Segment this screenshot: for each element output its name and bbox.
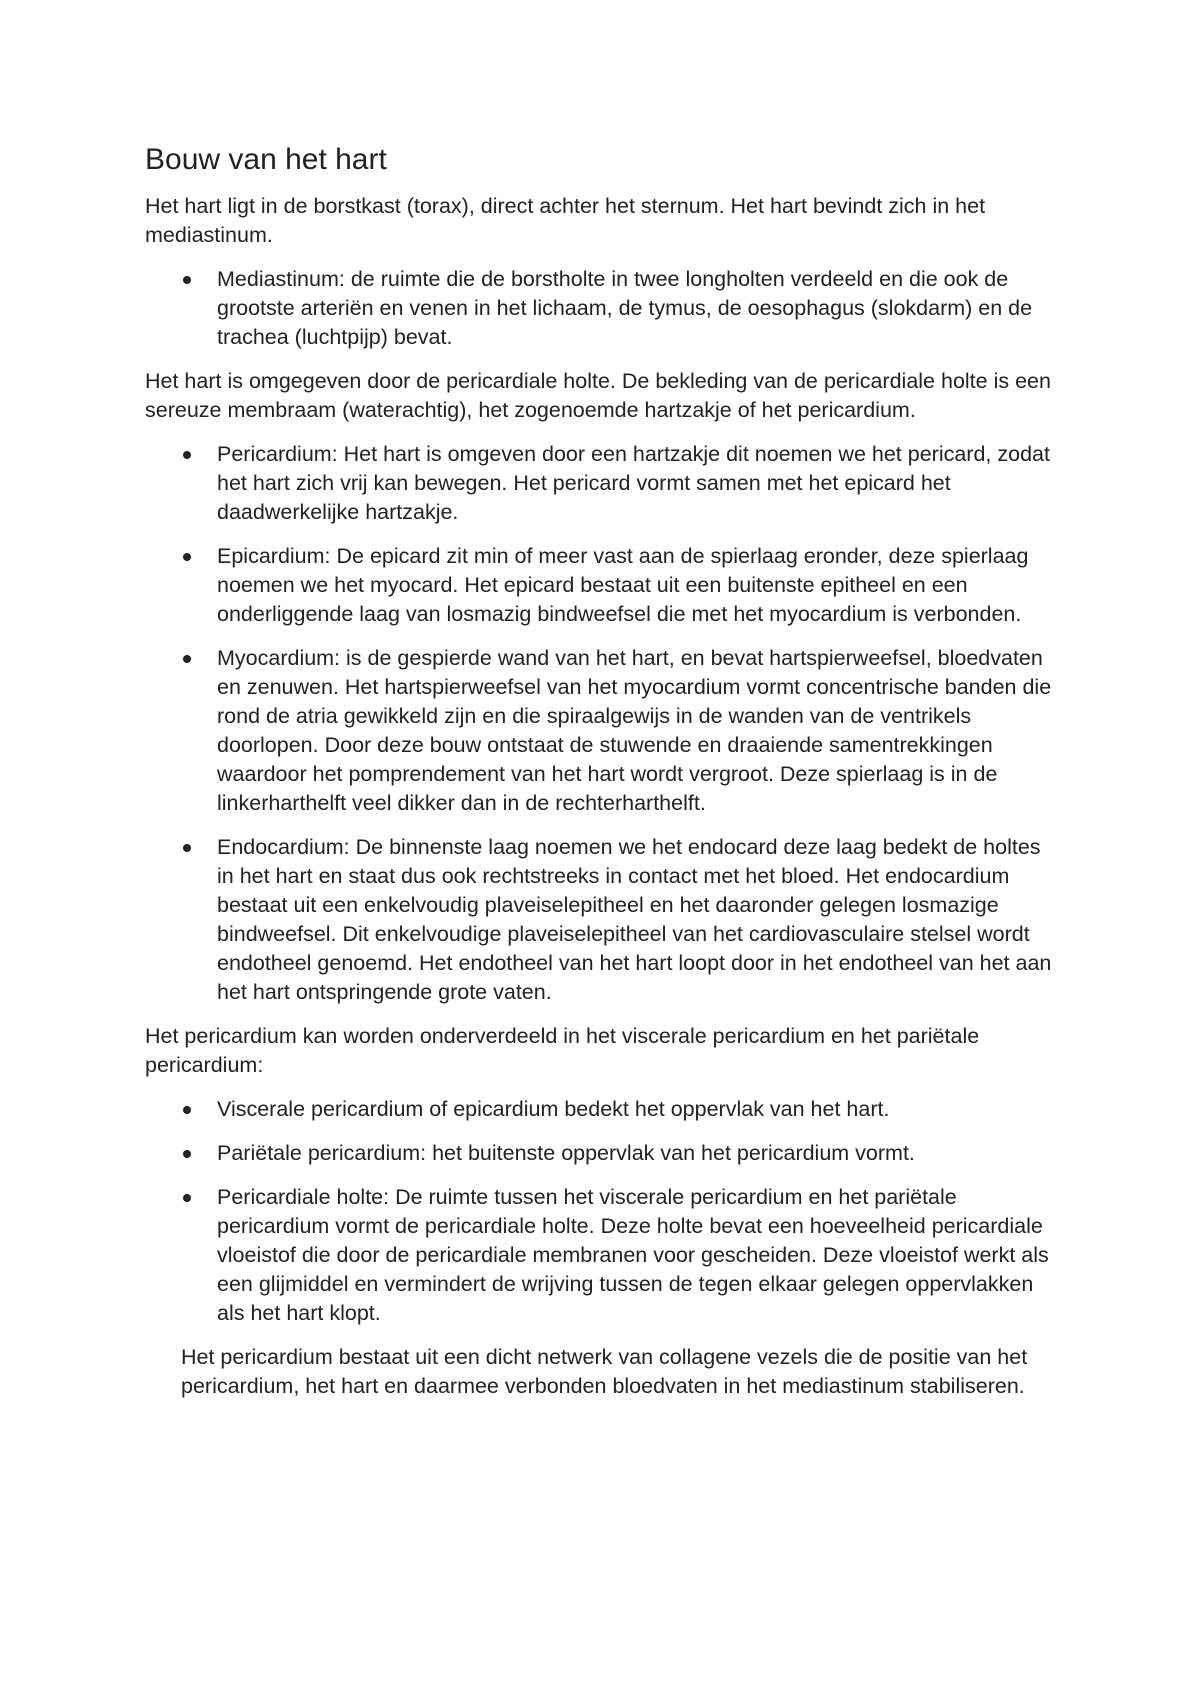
list-item-text: Endocardium: De binnenste laag noemen we het endocard deze laag bedekt de holtes in het hart en staat dus ook rechtstreeks in contact met het bloed. Het endocardium bestaat uit een enkelvoudig plaveiselepitheel en het daaronder gelegen losmazige bindweefsel. Dit enkelvoudige plaveiselepitheel van het cardiovasculaire stelsel wordt endotheel genoemd. Het endotheel van het hart loopt door in het endotheel van het aan het hart ontspringende grote vaten. (217, 835, 1052, 1004)
bullet-icon (183, 1194, 191, 1202)
list-item (145, 833, 1060, 1007)
list-item (145, 1183, 1060, 1328)
document-page (145, 140, 1060, 1416)
pericardium-structure-paragraph: Het pericardium bestaat uit een dicht netwerk van collagene vezels die de positie van het pericardium, het hart en daarmee verbonden bloedvaten in het mediastinum stabiliseren. (181, 1345, 1028, 1398)
bullet-icon (183, 655, 191, 663)
list-item (145, 1095, 1060, 1124)
list-item-text: Pericardiale holte: De ruimte tussen het viscerale pericardium en het pariëtale pericardium vormt de pericardiale holte. Deze holte bevat een hoeveelheid pericardiale vloeistof die door de pericardiale membranen voor gescheiden. Deze vloeistof werkt als een glijmiddel en vermindert de wrijving tussen de tegen elkaar gelegen oppervlakken als het hart klopt. (217, 1185, 1049, 1325)
pericardial-cavity-paragraph: Het hart is omgegeven door de pericardiale holte. De bekleding van de pericardiale holte is een sereuze membraam (waterachtig), het zogenoemde hartzakje of het pericardium. (145, 369, 1051, 422)
bullet-icon (183, 451, 191, 459)
list-item-text: Epicardium: De epicard zit min of meer vast aan de spierlaag eronder, deze spierlaag noemen we het myocard. Het epicard bestaat uit een buitenste epitheel en een onderliggende laag van losmazig bindweefsel die met het myocardium is verbonden. (217, 544, 1029, 626)
bullet-icon (183, 276, 191, 284)
list-item-text: Myocardium: is de gespierde wand van het hart, en bevat hartspierweefsel, bloedvaten en zenuwen. Het hartspierweefsel van het myocardium vormt concentrische banden die rond de atria gewikkeld zijn en die spiraalgewijs in de wanden van de ventrikels doorlopen. Door deze bouw ontstaat de stuwende en draaiende samentrekkingen waardoor het pomprendement van het hart wordt vergroot. Deze spierlaag is in de linkerharthelft veel dikker dan in de rechterharthelft. (217, 646, 1052, 815)
list-item (145, 644, 1060, 818)
mediastinum-list (145, 265, 1060, 352)
list-item (145, 440, 1060, 527)
document-title: Bouw van het hart (145, 143, 387, 176)
list-item-text: Pariëtale pericardium: het buitenste oppervlak van het pericardium vormt. (217, 1141, 915, 1165)
list-item-text: Pericardium: Het hart is omgeven door een hartzakje dit noemen we het pericard, zodat het hart zich vrij kan bewegen. Het pericard vormt samen met het epicard het daadwerkelijke hartzakje. (217, 442, 1050, 524)
bullet-icon (183, 1150, 191, 1158)
bullet-icon (183, 844, 191, 852)
heart-layers-list (145, 440, 1060, 1007)
list-item (145, 265, 1060, 352)
pericardium-division-paragraph: Het pericardium kan worden onderverdeeld in het viscerale pericardium en het pariëtale pericardium: (145, 1024, 980, 1077)
bullet-icon (183, 553, 191, 561)
list-item-text: Viscerale pericardium of epicardium bedekt het oppervlak van het hart. (217, 1097, 890, 1121)
intro-paragraph: Het hart ligt in de borstkast (torax), direct achter het sternum. Het hart bevindt zich in het mediastinum. (145, 194, 986, 247)
list-item-text: Mediastinum: de ruimte die de borstholte in twee longholten verdeeld en die ook de grootste arteriën en venen in het lichaam, de tymus, de oesophagus (slokdarm) en de trachea (luchtpijp) bevat. (217, 267, 1033, 349)
list-item (145, 542, 1060, 629)
pericardium-parts-list (145, 1095, 1060, 1328)
list-item (145, 1139, 1060, 1168)
bullet-icon (183, 1106, 191, 1114)
